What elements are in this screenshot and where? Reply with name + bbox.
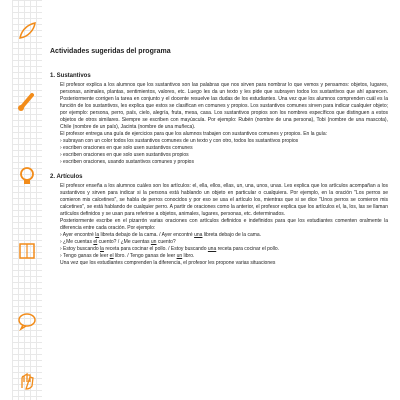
paragraph: Una vez que los estudiantes comprenden la diferencia, el profesor les propone varias situaciones (60, 260, 276, 266)
example-line: › ¿Me cuentas el cuento? / ¿Me cuentas un cuento? (60, 239, 176, 245)
paragraph: El profesor explica a los alumnos que los sustantivos son las palabras que nos sirven para nombrar lo que vemos y pensamos: objetos, lugares, personas, animales, plantas, sentimientos, valores, etc. Luego les da un texto y les pide que subrayen todos los sustantivos que ahí aparecen. Posteriormente corrigen la tarea en conjunto y el docente resuelve las dudas de los estudiantes. Una vez que los alumnos comprenden cuál es la función de los sustantivos, les explica que estos se clasifican en comunes y propios. Los sustantivos comunes sirven para indicar cualquier objeto; por ejemplo: persona, perro, país, cielo, alegría, fruta, mesa, casa. Los sustantivos propios son los nombres específicos que distinguen a estos objetos de otros similares. Siempre se escriben con mayúscula. Por ejemplo: Rubén (nombre de una persona), Tobi (nombre de una mascota), Chile (nombre de un país), Jacinta (nombre de una muñeca). (60, 82, 388, 130)
leaf-icon (16, 20, 38, 42)
list-item: › subrayan con un color todos los sustantivos comunes de un texto y con otro, todos los sustantivos propios (60, 138, 299, 144)
page-title: Actividades sugeridas del programa (50, 48, 171, 55)
example-line: › Estoy buscando la receta para cocinar el pollo. / Estoy buscando una receta para cocinar el pollo. (60, 246, 280, 252)
left-margin-decoration (0, 0, 42, 400)
document-page (50, 48, 388, 267)
section-heading-sustantivos: 1. Sustantivos (50, 73, 91, 79)
list-item: › escriben oraciones en que solo usen sustantivos propios (60, 152, 189, 158)
paragraph: Posteriormente escribe en el pizarrón varias oraciones con artículos definidos e indefinidos para que los estudiantes comenten oralmente la diferencia entre cada oración. Por ejemplo: (60, 218, 388, 231)
paragraph: El profesor enseña a los alumnos cuáles son los artículos: el, ella, ellos, ellas, un, una, unos, unas. Les explica que los artículos acompañan a los sustantivos y sirven para indicar si la persona está hablando un objeto en particular o cualquiera. Por ejemplo, en la oración "Los perros se comieron mis calcetines", se habla de perros conocidos y por eso se usa el artículo los, mientras que si se dice "Unos perros se comieron mis calcetines", se está hablando de cualquier perro. A partir de oraciones como la anterior, el profesor explica que los artículos el, la, los, las se llaman artículos definidos y se usan para referirse a objetos, animales, lugares, personas, etc. determinados. (60, 183, 388, 217)
list-item: › escriben oraciones, usando sustantivos comunes y propios (60, 159, 194, 165)
bulb-icon (16, 165, 38, 187)
grid-strip (12, 0, 42, 400)
brush-icon (16, 90, 38, 112)
section-heading-articulos: 2. Artículos (50, 174, 83, 180)
example-line: › Tengo ganas de leer el libro. / Tengo ganas de leer un libro. (60, 253, 195, 259)
list-item: › escriben oraciones en que solo usen sustantivos comunes (60, 145, 193, 151)
example-line: › Ayer encontré la libreta debajo de la cama. / Ayer encontré una libreta debajo de la cama. (60, 232, 262, 238)
paragraph: El profesor entrega una guía de ejercicios para que los alumnos trabajen con sustantivos comunes y propios. En la guía: (60, 131, 328, 137)
book-icon (16, 240, 38, 262)
hand-icon (16, 370, 38, 392)
speech-bubble-icon (16, 310, 38, 332)
